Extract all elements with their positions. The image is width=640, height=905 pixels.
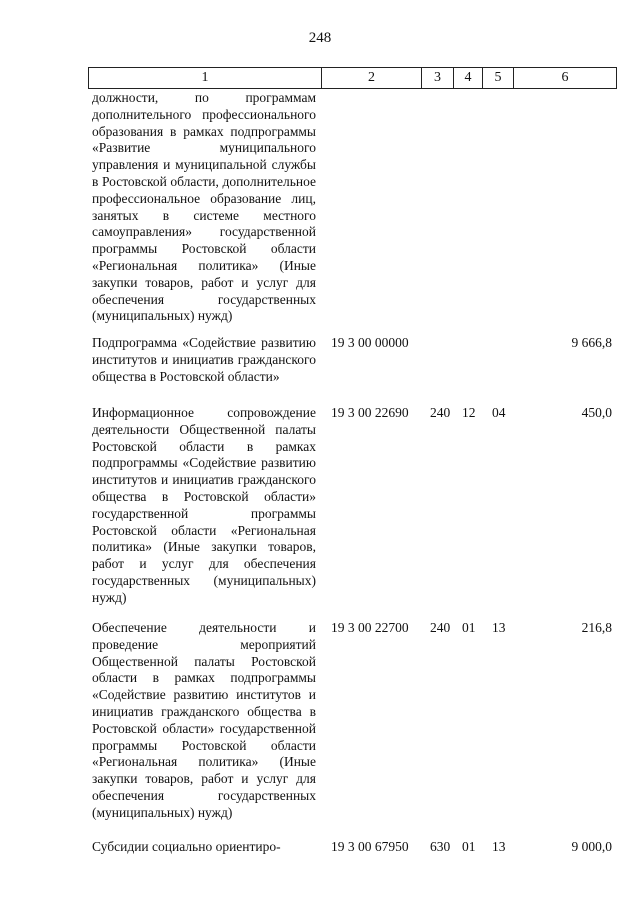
row-amount: 9 666,8 [571,335,612,350]
row-description: Подпрограмма «Содействие развитию институтов и инициатив гражданского общества в Ростовской области» [92,335,316,384]
row-target-code: 19 3 00 22700 [331,620,409,635]
row-description: Субсидии социально ориентиро- [92,839,281,854]
column-header-table [88,67,617,89]
header-col-1: 1 [89,68,322,89]
header-col-5: 5 [483,68,514,89]
row-target-code: 19 3 00 22690 [331,405,409,420]
row-expense-type: 240 [430,405,451,420]
header-col-3: 3 [422,68,454,89]
row-subsection: 13 [492,839,506,854]
row-description: Обеспечение деятельности и проведение мероприятий Общественной палаты Ростовской области в рамках подпрограммы «Содействие развитию институтов и инициатив гражданского общества в Ростовской области» государственной программы Ростовской области «Региональная политика» (Иные закупки товаров, работ и услуг для обеспечения государственных (муниципальных) нужд) [92,620,316,820]
row-section: 01 [462,620,476,635]
header-col-2: 2 [322,68,422,89]
row-amount: 450,0 [581,405,612,420]
row-description: Информационное сопровождение деятельности Общественной палаты Ростовской области в рамках подпрограммы «Содействие развитию институтов и инициатив гражданского общества в Ростовской области» государственной программы Ростовской области «Региональная политика» (Иные закупки товаров, работ и услуг для обеспечения государственных (муниципальных) нужд) [92,405,316,605]
column-header-row [89,68,617,89]
row-section: 12 [462,405,476,420]
row-target-code: 19 3 00 00000 [331,335,409,350]
row-subsection: 04 [492,405,506,420]
row-section: 01 [462,839,476,854]
row-target-code: 19 3 00 67950 [331,839,409,854]
row-expense-type: 630 [430,839,451,854]
row-subsection: 13 [492,620,506,635]
row-amount: 216,8 [581,620,612,635]
row-expense-type: 240 [430,620,451,635]
header-col-6: 6 [514,68,617,89]
page-number: 248 [308,30,332,46]
row-description: должности, по программам дополнительного профессионального образования в рамках подпрограммы «Развитие муниципального управления и муниципальной службы в Ростовской области, дополнительное профессиональное образование лиц, занятых в системе местного самоуправления» государственной программы Ростовской области «Региональная политика» (Иные закупки товаров, работ и услуг для обеспечения государственных (муниципальных) нужд) [92,90,316,324]
row-amount: 9 000,0 [571,839,612,854]
header-col-4: 4 [454,68,483,89]
